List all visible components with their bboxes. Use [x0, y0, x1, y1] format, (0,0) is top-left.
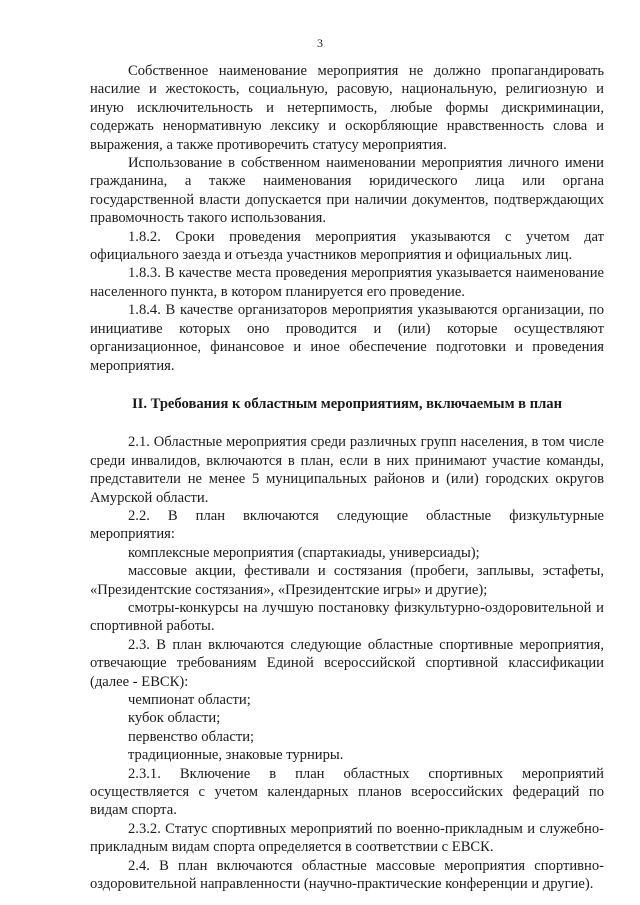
list-item: первенство области;	[128, 728, 255, 745]
paragraph: смотры-конкурсы на лучшую постановку физкультурно-оздоровительной и спортивной работы.	[90, 599, 604, 635]
list-item: кубок области;	[128, 710, 221, 727]
paragraph: 2.2. В план включаются следующие областные физкультурные мероприятия:	[90, 507, 604, 543]
paragraph: 1.8.4. В качестве организаторов мероприятия указываются организации, по инициативе которых оно проводится и (или) которые осуществляют организационное, финансовое и иное обеспечение подготовки и проведения мероприятия.	[90, 302, 604, 374]
section-2-items	[90, 433, 604, 893]
list-item: традиционные, знаковые турниры.	[128, 747, 344, 764]
document-body	[90, 62, 604, 893]
section-2-heading: II. Требования к областным мероприятиям, включаемым в план	[131, 395, 563, 412]
list-item: чемпионат области;	[128, 692, 251, 708]
paragraph: 1.8.2. Сроки проведения мероприятия указываются с учетом дат официального заезда и отъезда участников мероприятия и официальных лиц.	[90, 228, 604, 264]
section-1-paragraphs	[90, 62, 604, 375]
paragraph: 2.3.2. Статус спортивных мероприятий по военно-прикладным и служебно-прикладным видам спорта определяется в соответствии с ЕВСК.	[90, 820, 604, 856]
paragraph: Использование в собственном наименовании мероприятия личного имени гражданина, а также наименования юридического лица или органа государственной власти допускается при наличии документов, подтверждающих правомочность такого использования.	[90, 155, 604, 227]
paragraph: 1.8.3. В качестве места проведения мероприятия указывается наименование населенного пункта, в котором планируется его проведение.	[90, 265, 604, 300]
paragraph: Собственное наименование мероприятия не должно пропагандировать насилие и жестокость, социальную, расовую, национальную, религиозную и иную исключительность и нетерпимость, любые формы дискриминации, содержать ненормативную лексику и оскорбляющие нравственность слова и выражения, а также противоречить статусу мероприятия.	[90, 63, 604, 153]
paragraph: массовые акции, фестивали и состязания (пробеги, заплывы, эстафеты, «Президентские состязания», «Президентские игры» и другие);	[90, 563, 604, 598]
paragraph: 2.1. Областные мероприятия среди различных групп населения, в том числе среди инвалидов, включаются в план, если в них принимают участие команды, представители не менее 5 муниципальных районов и (или) городских округов Амурской области.	[90, 434, 604, 506]
paragraph: 2.3. В план включаются следующие областные спортивные мероприятия, отвечающие требованиям Единой всероссийской спортивной классификации (далее - ЕВСК):	[90, 636, 604, 690]
paragraph: 2.3.1. Включение в план областных спортивных мероприятий осуществляется с учетом календарных планов всероссийских федераций по видам спорта.	[90, 765, 604, 819]
page-number: 3	[317, 36, 323, 50]
paragraph: 2.4. В план включаются областные массовые мероприятия спортивно-оздоровительной направленности (научно-практические конференции и другие).	[90, 857, 604, 893]
list-item: комплексные мероприятия (спартакиады, универсиады);	[128, 544, 480, 561]
